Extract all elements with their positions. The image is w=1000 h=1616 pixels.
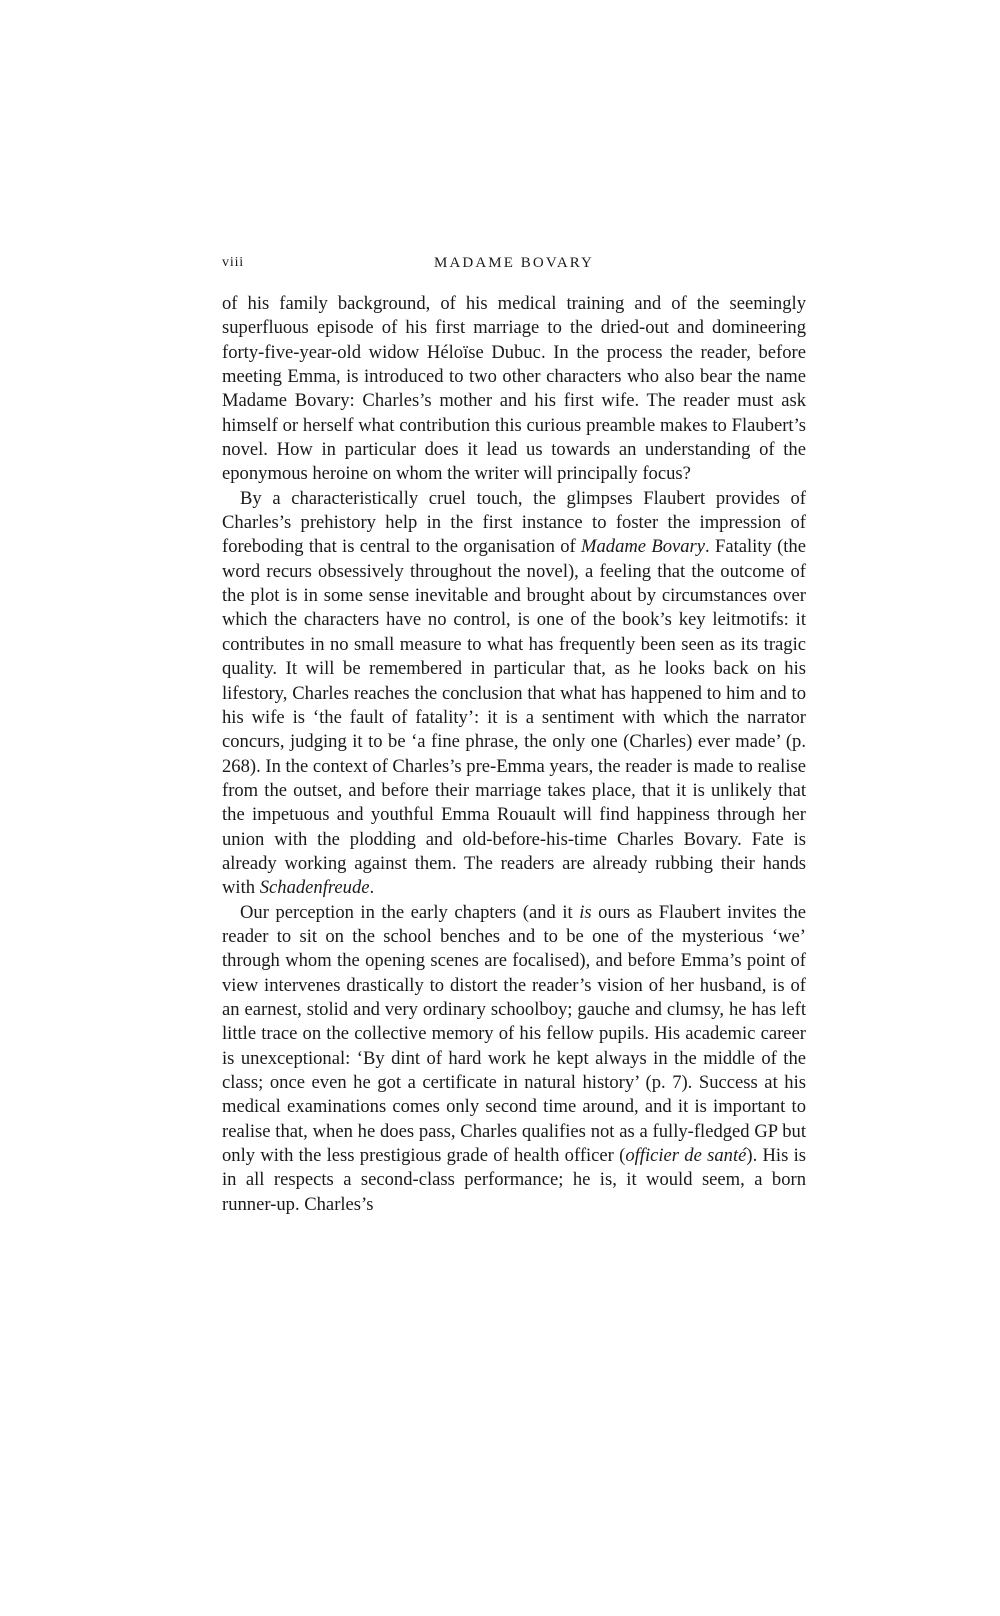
italic-text: Schadenfreude (259, 877, 370, 899)
text-run: . Fatality (the word recurs obsessively throughout the novel), a feeling that the outcome of the plot is in some sense inevitable and brought about by circumstances over which the characters have no control, is one of the book’s key leitmotifs: it contributes in no small measure to what has frequently been seen as its tragic quality. It will be remembered in particular that, as he looks back on his lifestory, Charles reaches the conclusion that what has happened to him and to his wife is ‘the fault of fatality’: it is a sentiment with which the narrator concurs, judging it to be ‘a fine phrase, the only one (Charles) ever made’ (p. 268). In the context of Charles’s pre-Emma years, the reader is made to realise from the outset, and before their marriage takes place, that it is unlikely that the impetuous and youthful Emma Rouault will find happiness through her union with the plodding and old-before-his-time Charles Bovary. Fate is already working against them. The readers are already rubbing their hands with (222, 536, 806, 899)
paragraph (222, 292, 806, 487)
italic-text: officier de santé (625, 1145, 747, 1167)
running-title: MADAME BOVARY (434, 255, 594, 271)
text-run: ours as Flaubert invites the reader to sit on the school benches and to be one of the mysterious ‘we’ through whom the opening scenes are focalised), and before Emma’s point of view intervenes drastically to distort the reader’s vision of her husband, is of an earnest, stolid and very ordinary schoolboy; gauche and clumsy, he has left little trace on the collective memory of his fellow pupils. His academic career is unexceptional: ‘By dint of hard work he kept always in the middle of the class; once even he got a certificate in natural history’ (p. 7). Success at his medical examinations comes only second time around, and it is important to realise that, when he does pass, Charles qualifies not as a fully-fledged GP but only with the less prestigious grade of health officer ( (222, 901, 807, 1167)
text-run: . (369, 877, 375, 899)
book-page (222, 255, 806, 1217)
text-run: By a characteristically cruel touch, the glimpses Flaubert provides of Charles’s prehistory help in the first instance to foster the impression of foreboding that is central to the organisation of (222, 487, 806, 558)
italic-text: is (579, 901, 592, 923)
italic-text: Madame Bovary (581, 536, 706, 558)
text-run: Our perception in the early chapters (and it (240, 901, 580, 923)
body-text (222, 292, 806, 1217)
text-run: of his family background, of his medical training and of the seemingly superfluous episode of his first marriage to the dried-out and domineering forty-five-year-old widow Héloïse Dubuc. In the process the reader, before meeting Emma, is introduced to two other characters who also bear the name Madame Bovary: Charles’s mother and his first wife. The reader must ask himself or herself what contribution this curious preamble makes to Flaubert’s novel. How in particular does it lead us towards an understanding of the eponymous heroine on whom the writer will principally focus? (222, 293, 806, 485)
paragraph (222, 487, 806, 901)
page-number: viii (222, 255, 245, 270)
text-run: ). His is in all respects a second-class performance; he is, it would seem, a born runner-up. Charles’s (222, 1145, 806, 1215)
paragraph (222, 901, 806, 1217)
running-head (222, 255, 806, 279)
